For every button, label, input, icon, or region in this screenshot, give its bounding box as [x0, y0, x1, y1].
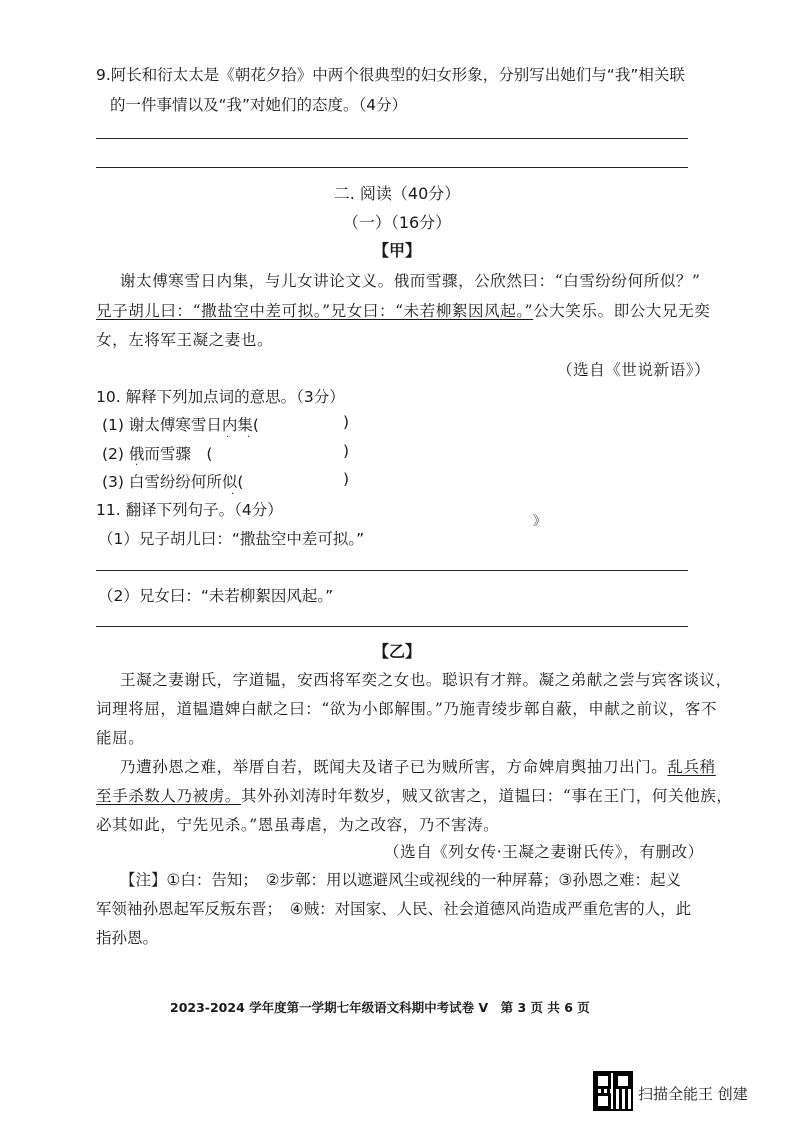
yi-p2-text-2: 其外孙刘涛时年数岁，贼又欲害之，道韫曰：“事在王门，何关他族， [240, 787, 733, 805]
notes-line2: 军领袖孙恩起军反叛东晋； ④贼：对国家、人民、社会道德风尚造成严重危害的人，此 [96, 900, 692, 918]
yi-paragraph-2-line2 [96, 784, 732, 806]
yi-underlined-sentence-b: 至手杀数人乃被虏。 [96, 787, 241, 805]
answer-line [96, 138, 688, 139]
q11-item-1: （1）兄子胡儿曰：“撒盐空中差可拟。” [98, 530, 365, 548]
notes-line3: 指孙恩。 [96, 929, 159, 947]
q9-line1: 9.阿长和衍太太是《朝花夕拾》中两个很典型的妇女形象，分别写出她们与“我”相关联 [96, 66, 685, 84]
q10-item-1-close: ) [343, 413, 350, 431]
q10-title: 10. 解释下列加点词的意思。（3分） [96, 388, 345, 406]
answer-line [96, 570, 688, 571]
scanner-watermark: 扫描全能王 创建 [638, 1085, 748, 1103]
yi-paragraph-1-line3: 能屈。 [96, 729, 145, 747]
emphasis-dot: · [226, 432, 230, 443]
jia-paragraph-line2 [96, 299, 710, 321]
passage-yi-label: 【乙】 [372, 642, 421, 661]
emphasis-dot: · [135, 460, 139, 471]
passage-jia-label: 【甲】 [372, 241, 421, 260]
jia-underlined-sentence-2: 兄女曰：“未若柳絮因风起。” [330, 302, 534, 320]
q11-title: 11. 翻译下列句子。（4分） [96, 501, 283, 519]
q10-item-1: (1) 谢太傅寒雪日内集( [102, 416, 259, 434]
yi-paragraph-1-line1: 王凝之妻谢氏，字道韫，安西将军奕之女也。聪识有才辩。凝之弟献之尝与宾客谈议， [120, 671, 732, 689]
emphasis-dot: · [231, 489, 235, 500]
jia-paragraph-line1: 谢太傅寒雪日内集，与儿女讲论文义。俄而雪骤，公欣然曰：“白雪纷纷何所似？” [120, 272, 701, 290]
answer-line [96, 626, 688, 627]
jia-underlined-sentence-1: 兄子胡儿曰：“撒盐空中差可拟。” [96, 302, 331, 320]
answer-line [96, 167, 688, 168]
q11-item-2: （2）兄女曰：“未若柳絮因风起。” [98, 587, 334, 605]
jia-paragraph-line3: 女，左将军王凝之妻也。 [96, 331, 274, 349]
q10-item-3-close: ) [343, 470, 350, 488]
yi-paragraph-2-line1 [120, 755, 716, 777]
yi-p2-text: 乃遭孙恩之难，举厝自若，既闻夫及诸子已为贼所害，方命婢肩舆抽刀出门。 [120, 758, 668, 776]
stray-mark: 》 [533, 514, 547, 529]
section-title: 二. 阅读（40分） [333, 184, 461, 203]
section-subtitle: （一）（16分） [342, 213, 452, 232]
jia-line2-rest: 公大笑乐。即公大兄无奕 [533, 302, 711, 320]
yi-paragraph-1-line2: 词理将屈，道韫遣婢白献之曰：“欲为小郎解围。”乃施青绫步鄣自蔽，申献之前议，客不 [96, 700, 718, 718]
q10-item-3: (3) 白雪纷纷何所似( [102, 473, 244, 491]
yi-paragraph-2-line3: 必其如此，宁先见杀。”恩虽毒虐，为之改容，乃不害涛。 [96, 816, 500, 834]
q10-item-2: (2) 俄而雪骤 ( [102, 445, 213, 463]
q10-item-2-close: ) [343, 442, 350, 460]
jia-source: （选自《世说新语》） [557, 361, 711, 379]
emphasis-dot: · [247, 432, 251, 443]
notes-line1: 【注】①白：告知； ②步鄣：用以遮避风尘或视线的一种屏幕；③孙恩之难：起义 [120, 871, 681, 889]
yi-source: （选自《列女传·王凝之妻谢氏传》，有删改） [384, 843, 704, 861]
qr-code-icon [595, 1073, 631, 1109]
q9-line2: 的一件事情以及“我”对她们的态度。（4分） [110, 96, 408, 114]
page-footer: 2023-2024 学年度第一学期七年级语文科期中考试卷 V 第 3 页 共 6 页 [170, 1000, 590, 1015]
yi-underlined-sentence-a: 乱兵稍 [667, 758, 716, 776]
